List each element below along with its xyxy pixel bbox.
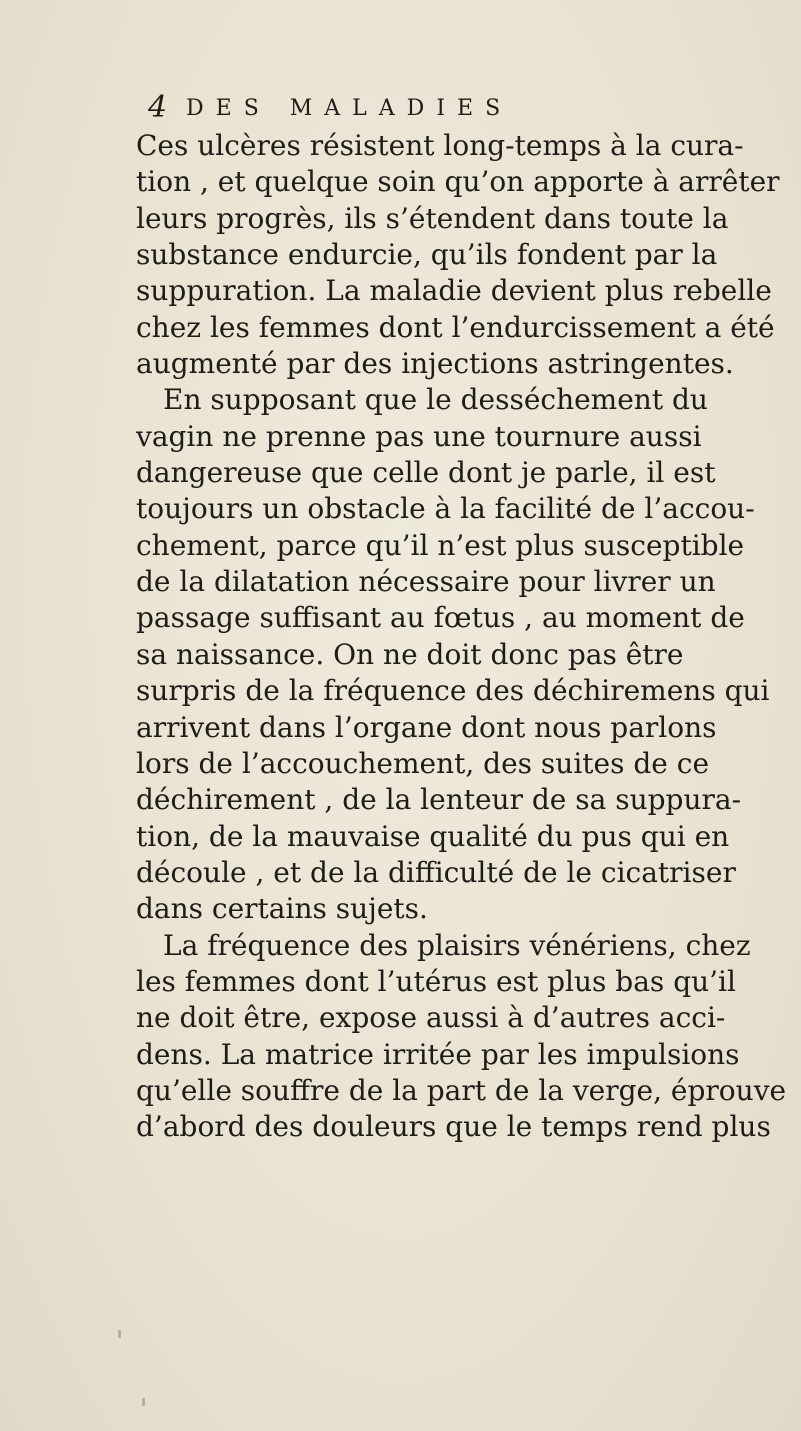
text-line: d’abord des douleurs que le temps rend plus xyxy=(136,1110,771,1144)
text-line: suppuration. La maladie devient plus rebelle xyxy=(136,274,772,308)
paragraph-first-line: La fréquence des plaisirs vénériens, chez xyxy=(163,928,751,962)
text-line: vagin ne prenne pas une tournure aussi xyxy=(136,419,702,453)
text-line: dens. La matrice irritée par les impulsions xyxy=(136,1037,740,1071)
text-line: Ces ulcères résistent long-temps à la cura- xyxy=(136,129,744,162)
paper-speck xyxy=(118,1330,121,1338)
running-head: DES MALADIES xyxy=(186,96,513,121)
text-line: dans certains sujets. xyxy=(136,892,428,926)
page-header xyxy=(148,90,668,125)
paper-speck xyxy=(142,1398,145,1406)
text-line: dangereuse que celle dont je parle, il est xyxy=(136,456,716,490)
text-line: substance endurcie, qu’ils fondent par la xyxy=(136,238,718,272)
text-line: tion, de la mauvaise qualité du pus qui en xyxy=(136,819,730,853)
text-line: ne doit être, expose aussi à d’autres acci- xyxy=(136,1001,726,1035)
text-line: de la dilatation nécessaire pour livrer un xyxy=(136,565,716,599)
text-line: toujours un obstacle à la facilité de l’accou- xyxy=(136,492,755,526)
body-text xyxy=(136,128,796,1146)
text-line: les femmes dont l’utérus est plus bas qu’il xyxy=(136,964,736,998)
page-number: 4 xyxy=(148,90,168,125)
text-line: chement, parce qu’il n’est plus susceptible xyxy=(136,528,745,562)
text-line: chez les femmes dont l’endurcissement a été xyxy=(136,310,775,344)
text-line: passage suffisant au fœtus , au moment de xyxy=(136,601,745,635)
text-line: tion , et quelque soin qu’on apporte à arrêter xyxy=(136,165,780,199)
text-line: surpris de la fréquence des déchiremens qui xyxy=(136,674,770,708)
text-line: découle , et de la difficulté de le cicatriser xyxy=(136,855,736,889)
text-line: leurs progrès, ils s’étendent dans toute la xyxy=(136,201,729,235)
text-line: augmenté par des injections astringentes. xyxy=(136,347,734,381)
text-line: arrivent dans l’organe dont nous parlons xyxy=(136,710,717,744)
paragraph-first-line: En supposant que le desséchement du xyxy=(163,383,708,417)
text-line: déchirement , de la lenteur de sa suppura- xyxy=(136,783,742,817)
text-line: qu’elle souffre de la part de la verge, éprouve xyxy=(136,1073,787,1107)
text-line: sa naissance. On ne doit donc pas être xyxy=(136,637,684,671)
text-line: lors de l’accouchement, des suites de ce xyxy=(136,746,710,780)
